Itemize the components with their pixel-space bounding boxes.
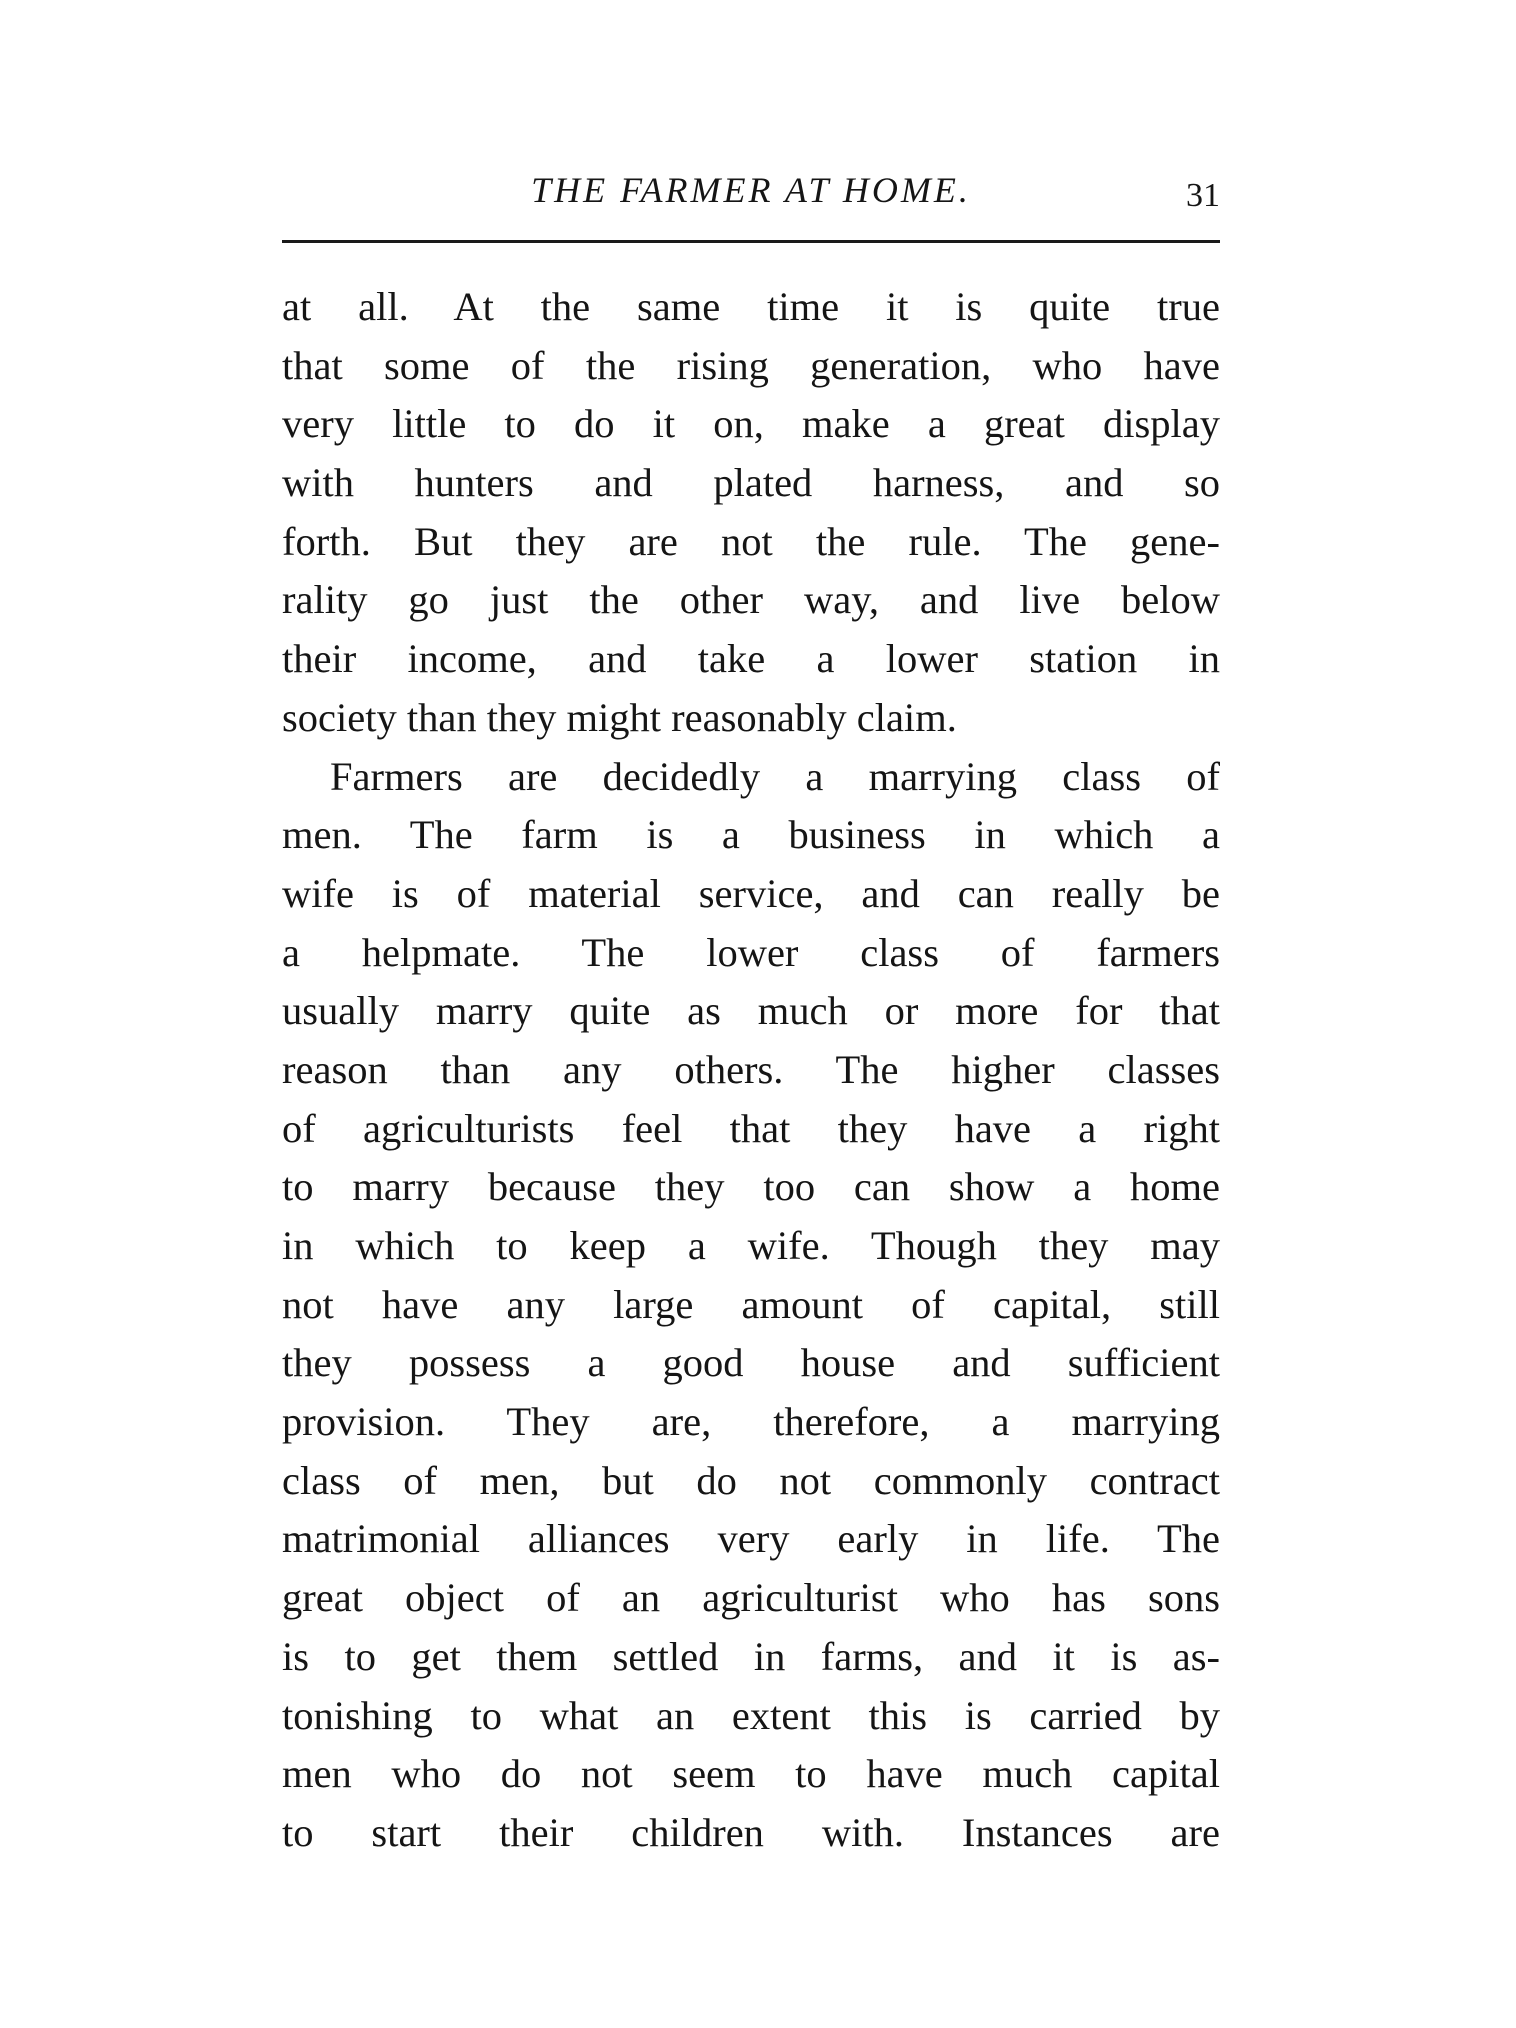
running-head — [282, 166, 1220, 222]
text-line: men who do not seem to have much capital — [282, 1751, 1220, 1797]
text-line: great object of an agriculturist who has sons — [282, 1575, 1220, 1621]
text-line: wife is of material service, and can really be — [282, 870, 1220, 916]
paragraph-1 — [282, 278, 1220, 748]
text-line: that some of the rising generation, who have — [282, 342, 1220, 388]
text-line: class of men, but do not commonly contract — [282, 1457, 1220, 1503]
text-line: Farmers are decidedly a marrying class of — [330, 753, 1220, 799]
text-line: to marry because they too can show a home — [282, 1164, 1220, 1210]
body-text — [282, 278, 1220, 1863]
text-line: with hunters and plated harness, and so — [282, 460, 1220, 506]
text-line: to start their children with. Instances are — [282, 1809, 1220, 1855]
text-line: they possess a good house and sufficient — [282, 1340, 1220, 1386]
text-line: reason than any others. The higher classes — [282, 1046, 1220, 1092]
text-line: at all. At the same time it is quite true — [282, 284, 1220, 329]
text-line: usually marry quite as much or more for that — [282, 988, 1220, 1034]
text-line: of agriculturists feel that they have a right — [282, 1105, 1220, 1151]
running-title: THE FARMER AT HOME. — [531, 170, 971, 210]
text-line: rality go just the other way, and live below — [282, 577, 1220, 623]
text-line: is to get them settled in farms, and it is as- — [282, 1633, 1220, 1679]
text-line: society than they might reasonably claim. — [282, 694, 957, 740]
text-line: a helpmate. The lower class of farmers — [282, 929, 1220, 975]
text-line: provision. They are, therefore, a marrying — [282, 1399, 1220, 1445]
text-line: not have any large amount of capital, still — [282, 1281, 1220, 1327]
text-line: forth. But they are not the rule. The gene- — [282, 518, 1220, 564]
text-line: their income, and take a lower station in — [282, 636, 1220, 682]
text-line: tonishing to what an extent this is carried by — [282, 1692, 1220, 1738]
text-line: men. The farm is a business in which a — [282, 812, 1220, 858]
text-line: very little to do it on, make a great display — [282, 401, 1220, 447]
page-number: 31 — [1186, 177, 1220, 214]
header-rule — [282, 240, 1220, 243]
text-line: in which to keep a wife. Though they may — [282, 1223, 1220, 1268]
paragraph-2 — [282, 748, 1220, 1863]
text-line: matrimonial alliances very early in life. The — [282, 1516, 1220, 1562]
